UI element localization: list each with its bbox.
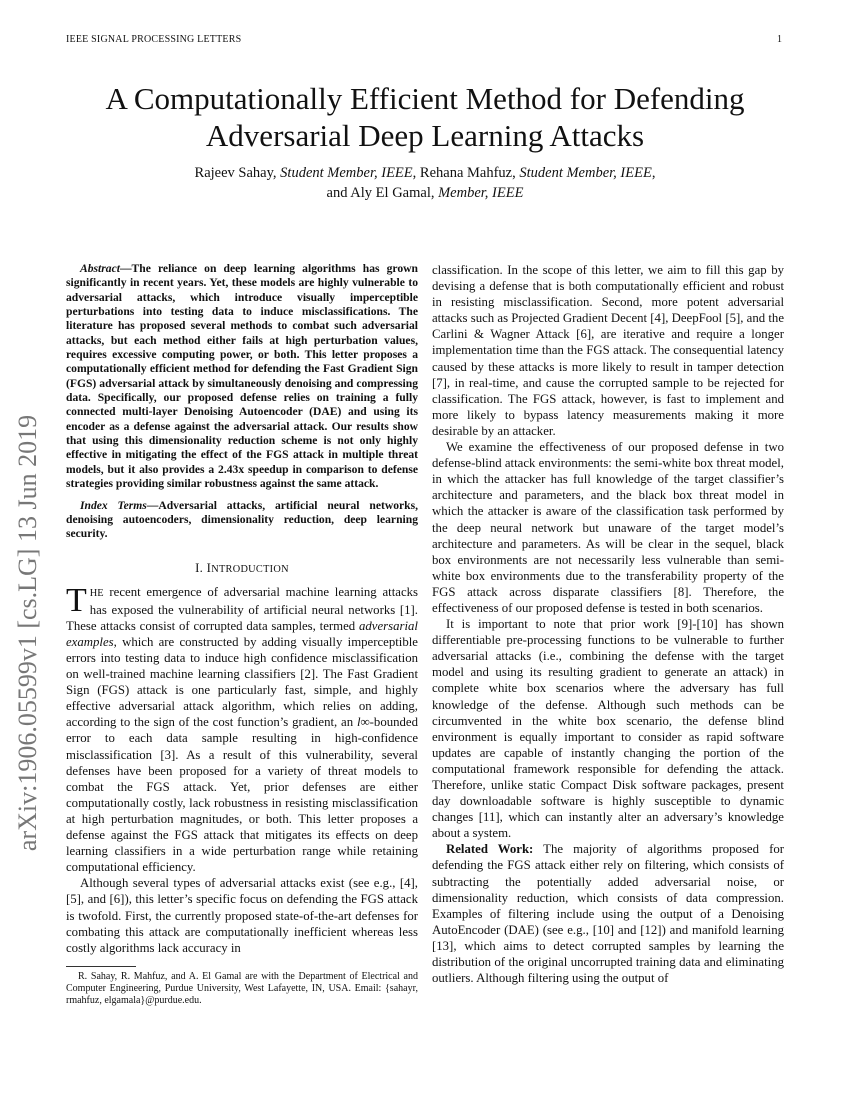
author-3: and Aly El Gamal, [326, 185, 435, 201]
abstract [66, 262, 418, 492]
author-separator: , [651, 165, 656, 181]
author-2: , Rehana Mahfuz, [412, 165, 516, 181]
right-paragraph-3: It is important to note that prior work [9]-[10] has shown differentiable pre-processing functions to be vulnerable to further adversarial attacks (i.e., combining the defense with the target model and using its resulting gradient to generate an attack) in complete white box scenarios where the adversary has full knowledge of the defense. Although such methods can be circumvented in the white box scenario, the defense blind environment is equally important to consider as rapid software updates are capable of instantly changing the portion of the computational framework responsible for defending the attack. Therefore, unlike static Compact Disk software packages, present day downloadable software is highly susceptible to dynamic changes [11], which can instantly alter an adversary’s knowledge about a system. [432, 617, 784, 841]
related-work-paragraph: Related Work: The majority of algorithms proposed for defending the FGS attack either rely on filtering, which consists of subtracting the potentially added adversarial noise, or dimensionality reduction, which consists of data compression. Examples of filtering include using the output of a Denoising AutoEncoder (DAE) (see e.g., [10] and [12]) and manifold learning [13], which aims to detect corrupted samples by learning the distribution of the original uncorrupted training data and eliminating outliers. Although filtering using the output of [432, 842, 785, 986]
paper-title: A Computationally Efficient Method for Defending Adversarial Deep Learning Attacks [105, 81, 745, 153]
index-terms-text: —Adversarial attacks, artificial neural networks, denoising autoencoders, dimensionality reduction, deep learning security. [66, 498, 419, 541]
author-1-role: Student Member, IEEE [280, 165, 413, 181]
emphasis-term: adversarial examples [66, 618, 418, 649]
drop-cap: T [66, 581, 87, 619]
right-paragraph-1: classification. In the scope of this letter, we aim to fill this gap by devising a defense that is both computationally efficient and robust in resisting misclassification. Second, more potent adversarial attacks such as Projected Gradient Decent [4], DeepFool [5], and the Carlini & Wagner Attack [6], are iterative and require a longer implementation time than the FGS attack. The consequential latency caused by these attacks is more likely to result in tamper detection [7], in real-time, and cause the corrupted sample to be rejected for classification. The FGS attack, however, is fast to implement and more likely to bypass latency measurements making it more desirable by an attacker. [432, 263, 784, 438]
section-heading-introduction: I. INTRODUCTION [195, 560, 289, 575]
author-list [40, 163, 810, 203]
abstract-label: Abstract [80, 262, 120, 275]
right-paragraph-2: We examine the effectiveness of our proposed defense in two defense-blind attack environments: the semi-white box threat model, in which the attacker has full knowledge of the target classifier’s architecture and parameters, and the black box threat model in which the attacker is aware of the classification task performed by the deep neural network but unaware of the target model’s architecture and parameters. As will be clear in the sequel, black box environments are not necessarily less vulnerable than semi-white box environments due to the transferability property of the FGS attack across disparate classifiers [8]. Therefore, the effectiveness of our proposed defense is tested in both scenarios. [432, 440, 784, 615]
author-3-role: Member, IEEE [438, 185, 524, 201]
math-linf: l∞ [356, 715, 370, 730]
affiliation-footnote: R. Sahay, R. Mahfuz, and A. El Gamal are with the Department of Electrical and Computer Engineering, Purdue University, West Lafayette, IN, USA. Email: {sahayr, rmahfuz, elgamala}@purdue.edu. [66, 970, 418, 1007]
abstract-text: —The reliance on deep learning algorithms has grown significantly in recent years. Yet, these models are highly vulnerable to adversarial attacks, which introduce visually imperceptible perturbations into testing data to induce misclassifications. The literature has proposed several methods to combat such adversarial attacks, but each method either fails at high perturbation values, requires excessive computing power, or both. This letter proposes a computationally efficient method for defending the Fast Gradient Sign (FGS) adversarial attack by simultaneously denoising and compressing data. Specifically, our proposed defense relies on training a fully connected multi-layer Denoising Autoencoder (DAE) and using its encoder as a defense against the adversarial attack. Our results show that using this dimensionality reduction scheme is not only highly effective in mitigating the effect of the FGS attack in multiple threat models, but it also provides a 2.43x speedup in comparison to defense strategies providing similar robustness against the same attack. [66, 262, 418, 491]
intro-paragraph-1: THE recent emergence of adversarial machine learning attacks has exposed the vulnerability of artificial neural networks [1]. These attacks consist of corrupted data samples, termed adversarial examples, which are constructed by adding visually imperceptible errors into testing data to induce high confidence misclassification on well-trained machine learning classifiers [2]. The Fast Gradient Sign (FGS) attack is one particularly fast, simple, and highly effective adversarial attack algorithm, which relies on adding, according to the sign of the cost function’s gradient, an l∞-bounded error to each data sample resulting in high-confidence misclassification [3]. As a result of this vulnerability, several defenses have been proposed for a variety of threat models to combat the FGS attack. Yet, prior defenses are either computationally costly, lack robustness in resisting misclassification at high perturbation magnitudes, or both. This letter proposes a defense against the FGS attack that mitigates its effects on deep learning classifiers in a wide perturbation range while retaining computational efficiency. [66, 581, 418, 875]
index-terms-label: Index Terms [80, 498, 147, 512]
author-1: Rajeev Sahay, [194, 165, 277, 181]
left-column [66, 262, 418, 1007]
author-2-role: Student Member, IEEE [519, 165, 652, 181]
footnote-rule [66, 966, 136, 967]
index-terms [66, 499, 418, 542]
right-column [432, 262, 784, 986]
page-number: 1 [777, 34, 782, 45]
intro-paragraph-2: Although several types of adversarial attacks exist (see e.g., [4], [5], and [6]), this letter’s specific focus on defending the FGS attack is twofold. First, the currently proposed state-of-the-art defenses for combating this attack are computationally inefficient whereas less costly algorithms lack accuracy in [66, 876, 418, 955]
related-work-label: Related Work: [446, 842, 534, 857]
running-header: IEEE SIGNAL PROCESSING LETTERS [66, 34, 242, 45]
arxiv-watermark: arXiv:1906.05599v1 [cs.LG] 13 Jun 2019 [13, 414, 42, 852]
